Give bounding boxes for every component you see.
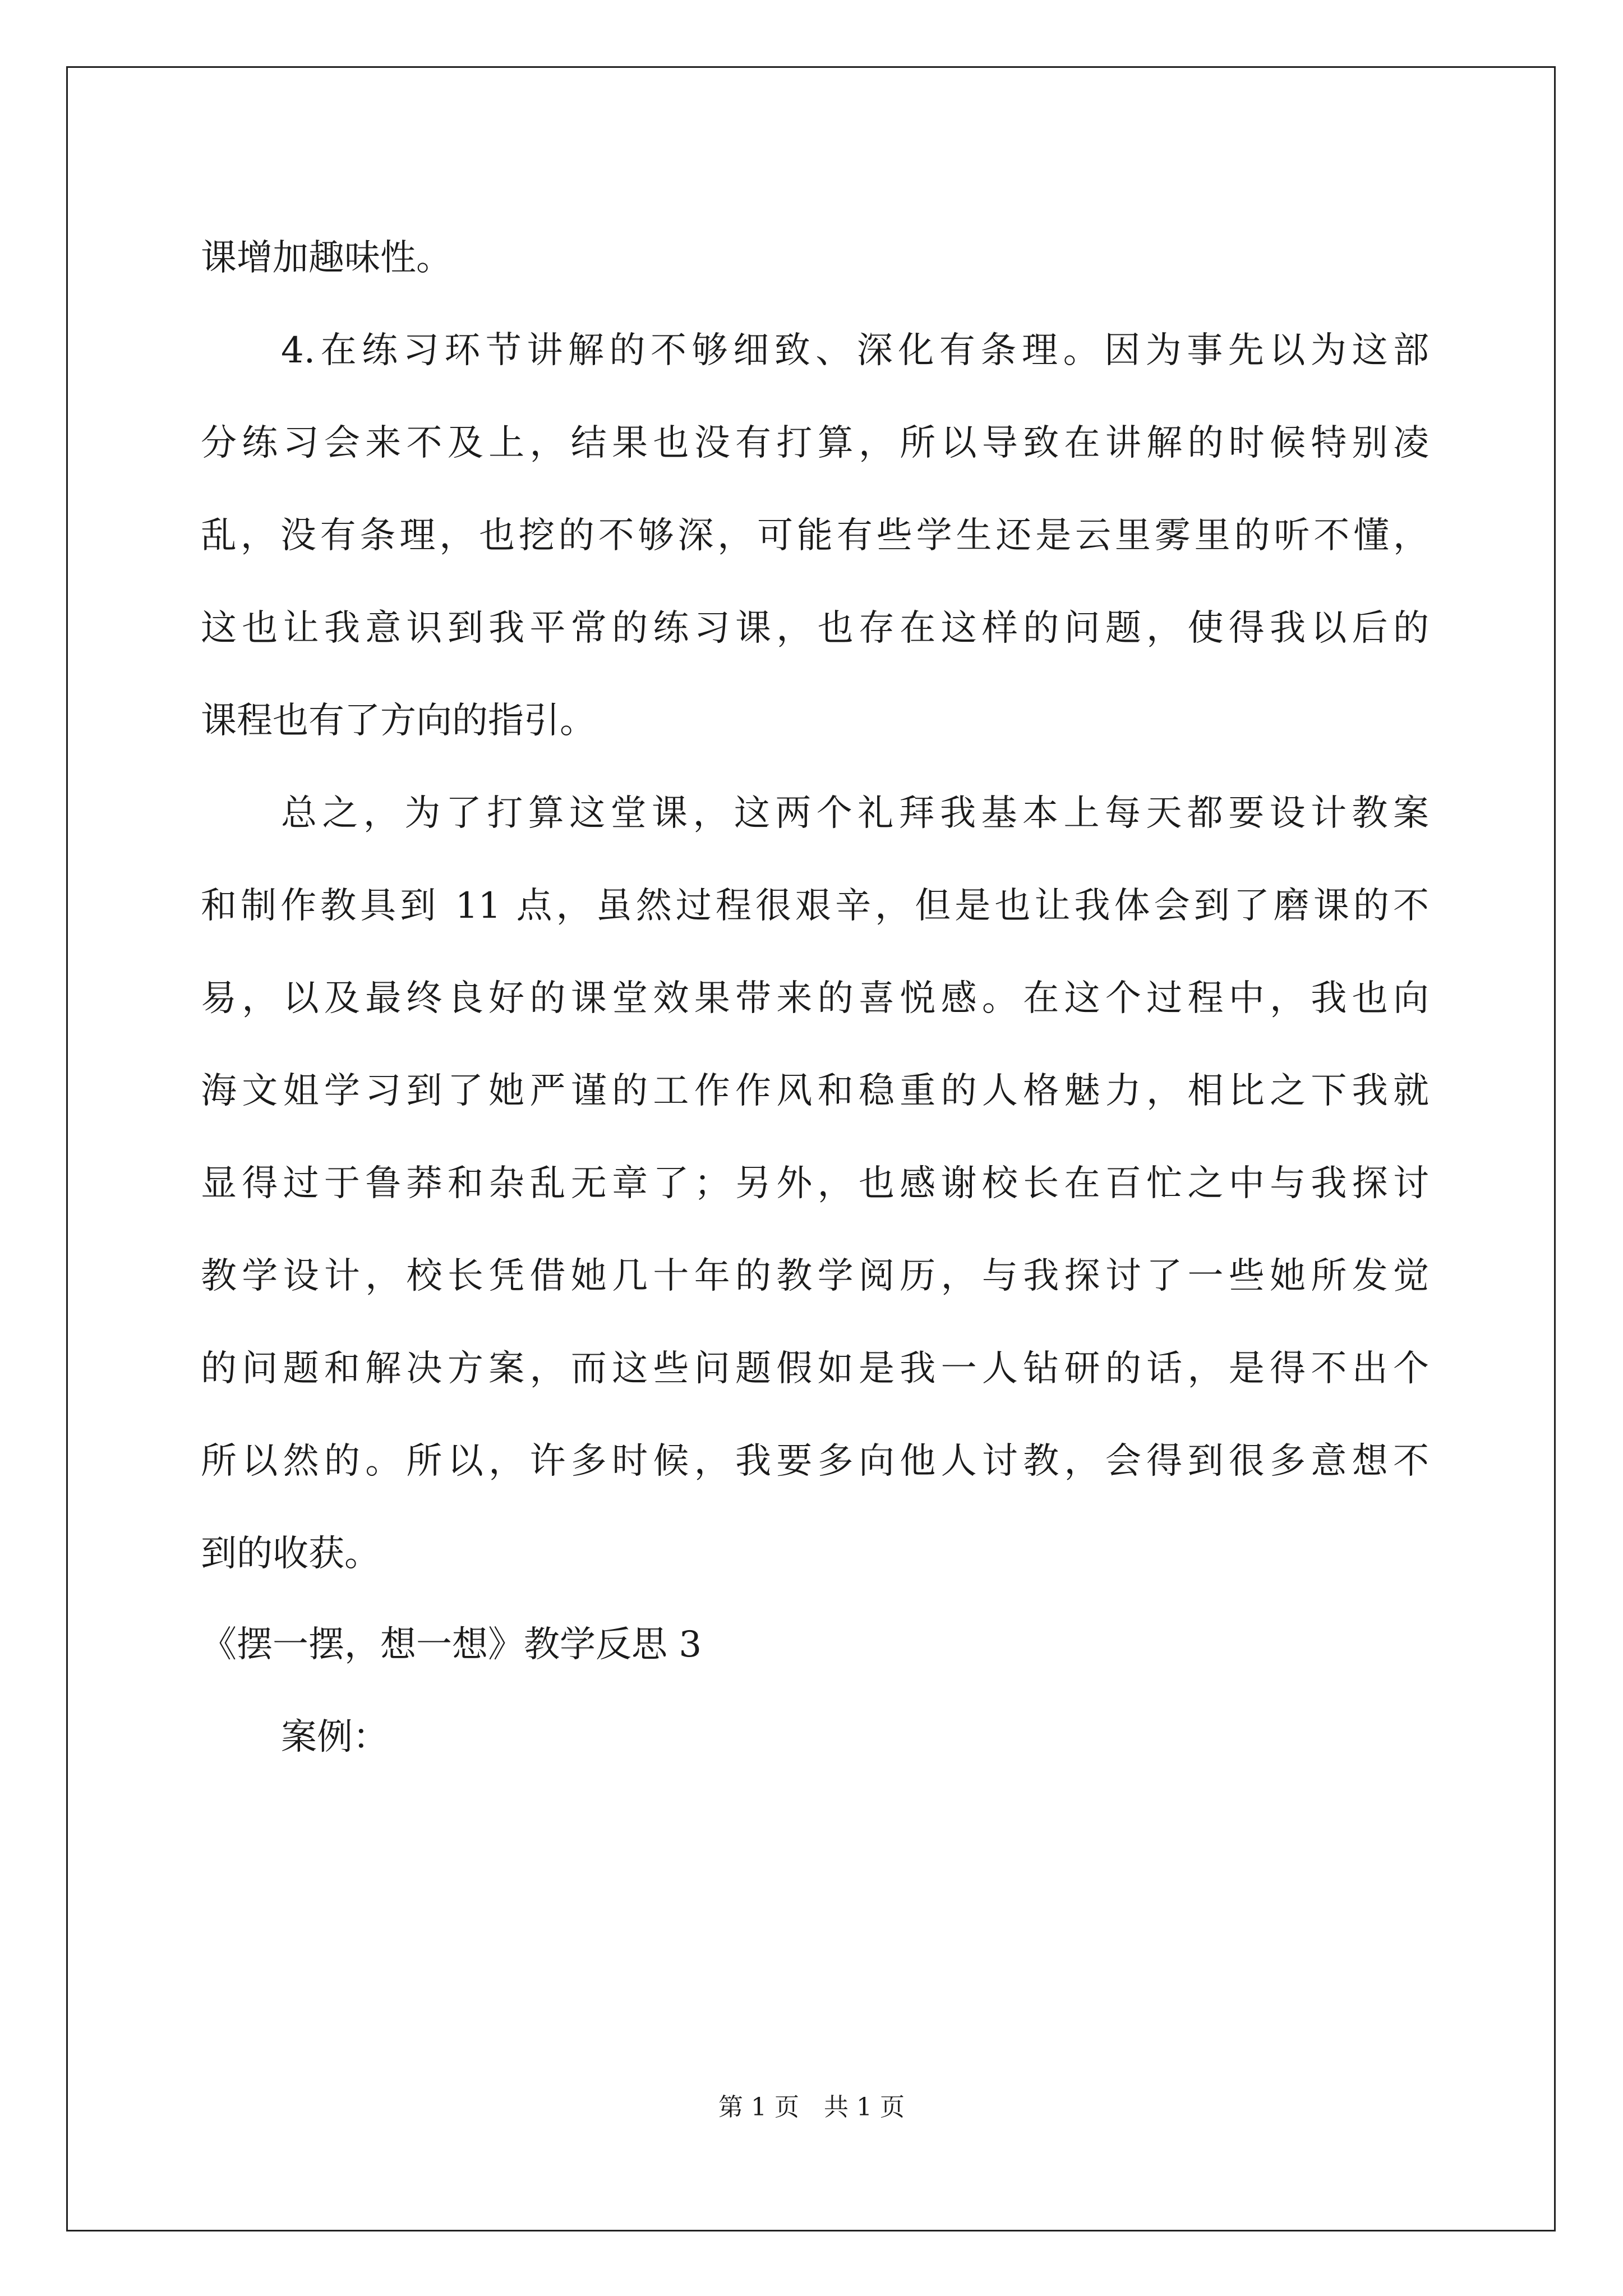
text-line: 显得过于鲁莽和杂乱无章了；另外，也感谢校长在百忙之中与我探讨 (201, 1163, 1429, 1204)
text-line: 海文姐学习到了她严谨的工作作风和稳重的人格魅力，相比之下我就 (201, 1070, 1429, 1112)
section-heading: 《摆一摆，想一想》教学反思 3 (201, 1624, 702, 1665)
text-line: 课增加趣味性。 (201, 237, 452, 279)
text-line: 4.在练习环节讲解的不够细致、深化有条理。因为事先以为这部 (281, 330, 1429, 371)
text-line: 案例： (281, 1717, 389, 1758)
text-line: 到的收获。 (201, 1533, 380, 1575)
text-line: 课程也有了方向的指引。 (201, 700, 596, 742)
text-line: 乱，没有条理，也挖的不够深，可能有些学生还是云里雾里的听不懂， (201, 515, 1429, 556)
text-line: 所以然的。所以，许多时候，我要多向他人讨教，会得到很多意想不 (201, 1441, 1429, 1482)
text-line: 易，以及最终良好的课堂效果带来的喜悦感。在这个过程中，我也向 (201, 978, 1429, 1019)
text-line: 总之，为了打算这堂课，这两个礼拜我基本上每天都要设计教案 (281, 793, 1429, 834)
text-line: 这也让我意识到我平常的练习课，也存在这样的问题，使得我以后的 (201, 608, 1429, 649)
page-border (66, 66, 1556, 2231)
text-line: 分练习会来不及上，结果也没有打算，所以导致在讲解的时候特别凌 (201, 422, 1429, 464)
text-line: 的问题和解决方案，而这些问题假如是我一人钻研的话，是得不出个 (201, 1348, 1429, 1389)
text-line: 和制作教具到 11 点，虽然过程很艰辛，但是也让我体会到了磨课的不 (201, 885, 1429, 927)
page-footer: 第 1 页 共 1 页 (718, 2093, 905, 2122)
text-line: 教学设计，校长凭借她几十年的教学阅历，与我探讨了一些她所发觉 (201, 1255, 1429, 1297)
